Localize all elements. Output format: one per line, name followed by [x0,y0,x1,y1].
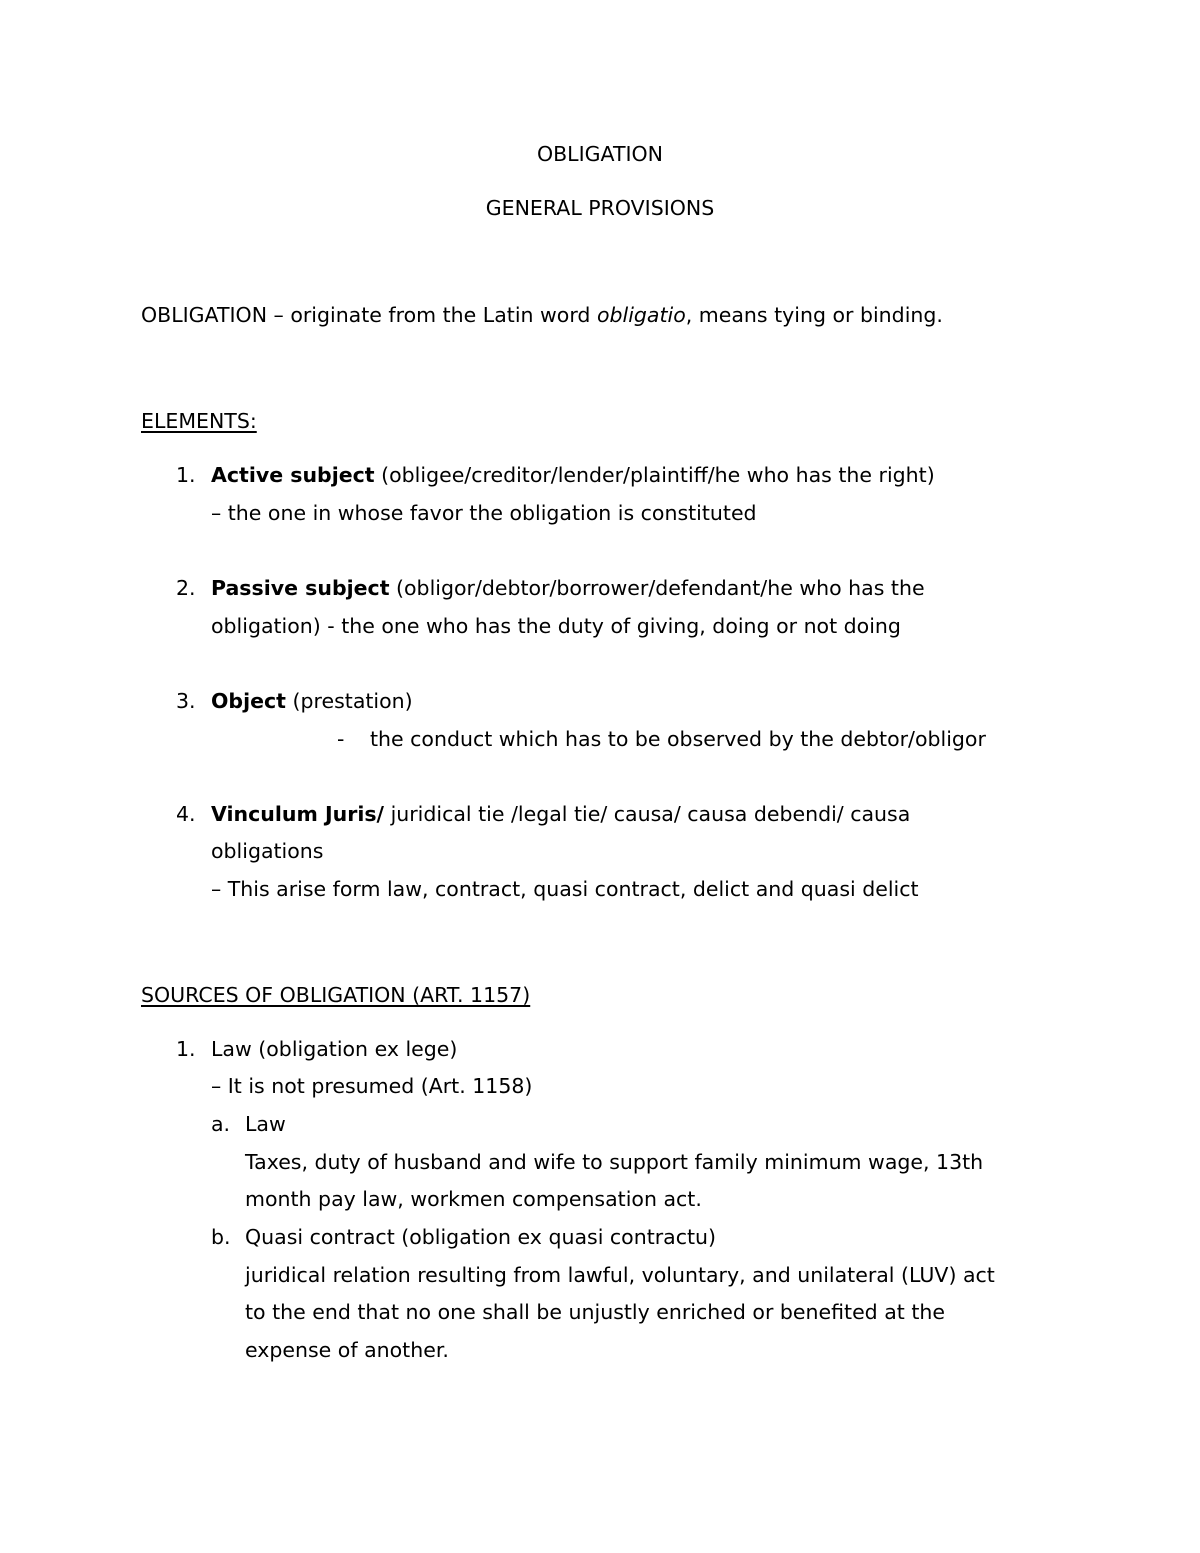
element-number: 2. [176,576,196,600]
source-note: – It is not presumed (Art. 1158) [211,1074,533,1098]
definition-term: OBLIGATION [141,303,268,327]
element-number: 3. [176,689,196,713]
subitem-description: juridical relation resulting from lawful, voluntary, and unilateral (LUV) act [245,1263,995,1287]
subitem-label: Quasi contract (obligation ex quasi contractu) [245,1225,717,1249]
element-description: – the one in whose favor the obligation is constituted [211,501,757,525]
element-term: Active subject [211,463,375,487]
definition-paragraph [141,302,943,328]
subitem-description: to the end that no one shall be unjustly enriched or benefited at the [245,1300,945,1324]
subitem-description: month pay law, workmen compensation act. [245,1187,702,1211]
element-term: Object [211,689,286,713]
element-synonyms: (obligee/creditor/lender/plaintiff/he who has the right) [374,463,935,487]
element-synonyms: juridical tie /legal tie/ causa/ causa debendi/ causa [384,802,911,826]
subitem-description: expense of another. [245,1338,449,1362]
element-description: – This arise form law, contract, quasi contract, delict and quasi delict [211,877,919,901]
element-line-continued: obligations [211,839,324,863]
definition-text-after: , means tying or binding. [685,303,943,327]
subitem-letter: b. [211,1225,231,1249]
definition-text-before: – originate from the Latin word [267,303,597,327]
element-description: obligation) - the one who has the duty of giving, doing or not doing [211,614,901,638]
element-dash: - [337,727,345,751]
element-line [211,688,413,714]
element-line [211,801,910,827]
source-label: Law (obligation ex lege) [211,1037,458,1061]
element-description: the conduct which has to be observed by the debtor/obligor [370,727,986,751]
sources-heading: SOURCES OF OBLIGATION (ART. 1157) [141,983,531,1007]
document-subtitle: GENERAL PROVISIONS [485,196,715,220]
element-line [211,575,925,601]
source-number: 1. [176,1037,196,1061]
element-line [211,462,935,488]
elements-heading: ELEMENTS: [141,409,257,433]
element-term: Vinculum Juris/ [211,802,385,826]
element-term: Passive subject [211,576,390,600]
element-synonyms: (obligor/debtor/borrower/defendant/he who has the [389,576,925,600]
element-number: 1. [176,463,196,487]
element-number: 4. [176,802,196,826]
subitem-description: Taxes, duty of husband and wife to support family minimum wage, 13th [245,1150,984,1174]
definition-latin-word: obligatio [596,303,686,327]
subitem-label: Law [245,1112,286,1136]
element-synonyms: (prestation) [285,689,413,713]
document-title: OBLIGATION [536,142,664,166]
subitem-letter: a. [211,1112,231,1136]
